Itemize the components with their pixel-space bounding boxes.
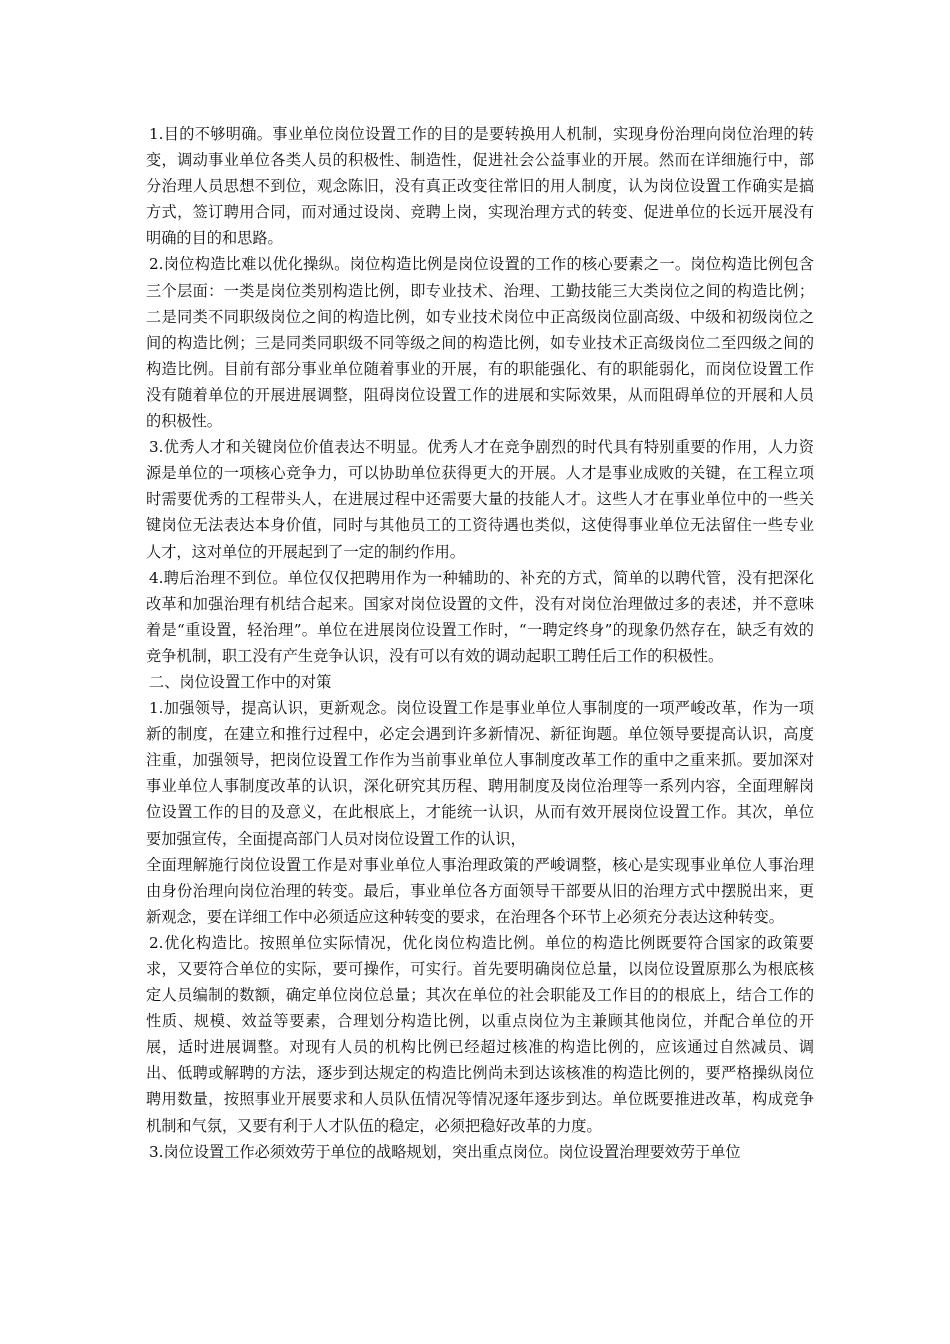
paragraph-countermeasure-1-continued: 全面理解施行岗位设置工作是对事业单位人事治理政策的严峻调整，核心是实现事业单位人事治理由身份治理向岗位治理的转变。最后，事业单位各方面领导干部要从旧的治理方式中摆脱出来，更新观念，要在详细工作中必须适应这种转变的要求，在治理各个环节上必须充分表达这种转变。 — [146, 855, 814, 926]
section-heading-countermeasures: 二、岗位设置工作中的对策 — [149, 672, 332, 691]
paragraph-problem-3: 3.优秀人才和关键岗位价值表达不明显。优秀人才在竞争剧烈的时代具有特别重要的作用，人力资源是单位的一项核心竞争力，可以协助单位获得更大的开展。人才是事业成败的关键，在工程立项时需要优秀的工程带头人，在进展过程中还需要大量的技能人才。这些人才在事业单位中的一些关键岗位无法表达本身价值，同时与其他员工的工资待遇也类似，这使得事业单位无法留住一些专业人才，这对单位的开展起到了一定的制约作用。 — [146, 438, 814, 561]
paragraph-countermeasure-3: 3.岗位设置工作必须效劳于单位的战略规划，突出重点岗位。岗位设置治理要效劳于单位 — [149, 1142, 741, 1161]
paragraph-countermeasure-1: 1.加强领导，提高认识，更新观念。岗位设置工作是事业单位人事制度的一项严峻改革，作为一项新的制度，在建立和推行过程中，必定会遇到许多新情况、新征询题。单位领导要提高认识，高度注重，加强领导，把岗位设置工作作为当前事业单位人事制度改革工作的重中之重来抓。要加深对事业单位人事制度改革的认识，深化研究其历程、聘用制度及岗位治理等一系列内容，全面理解岗位设置工作的目的及意义，在此根底上，才能统一认识，从而有效开展岗位设置工作。其次，单位要加强宣传，全面提高部门人员对岗位设置工作的认识， — [146, 699, 814, 848]
paragraph-countermeasure-2: 2.优化构造比。按照单位实际情况，优化岗位构造比例。单位的构造比例既要符合国家的政策要求，又要符合单位的实际，要可操作，可实行。首先要明确岗位总量，以岗位设置原那么为根底核定人员编制的数额，确定单位岗位总量；其次在单位的社会职能及工作目的的根底上，结合工作的性质、规模、效益等要素，合理划分构造比例，以重点岗位为主兼顾其他岗位，并配合单位的开展，适时进展调整。对现有人员的机构比例已经超过核准的构造比例的，应该通过自然减员、调出、低聘或解聘的方法，逐步到达规定的构造比例尚未到达该核准的构造比例的，要严格操纵岗位聘用数量，按照事业开展要求和人员队伍情况等情况逐年逐步到达。单位既要推进改革，构成竞争机制和气氛，又要有利于人才队伍的稳定，必须把稳好改革的力度。 — [146, 933, 814, 1135]
paragraph-problem-1: 1.目的不够明确。事业单位岗位设置工作的目的是要转换用人机制，实现身份治理向岗位治理的转变，调动事业单位各类人员的积极性、制造性，促进社会公益事业的开展。然而在详细施行中，部分治理人员思想不到位，观念陈旧，没有真正改变往常旧的用人制度，认为岗位设置工作确实是搞方式，签订聘用合同，而对通过设岗、竞聘上岗，实现治理方式的转变、促进单位的长远开展没有明确的目的和思路。 — [146, 125, 814, 248]
document-body — [146, 121, 814, 1165]
paragraph-problem-4: 4.聘后治理不到位。单位仅仅把聘用作为一种辅助的、补充的方式，简单的以聘代管，没有把深化改革和加强治理有机结合起来。国家对岗位设置的文件，没有对岗位治理做过多的表述，并不意味着是“重设置，轻治理”。单位在进展岗位设置工作时，“一聘定终身”的现象仍然存在，缺乏有效的竞争机制，职工没有产生竞争认识，没有可以有效的调动起职工聘任后工作的积极性。 — [146, 568, 814, 665]
paragraph-problem-2: 2.岗位构造比难以优化操纵。岗位构造比例是岗位设置的工作的核心要素之一。岗位构造比例包含三个层面：一类是岗位类别构造比例，即专业技术、治理、工勤技能三大类岗位之间的构造比例；二是同类不同职级岗位之间的构造比例，如专业技术岗位中正高级岗位副高级、中级和初级岗位之间的构造比例；三是同类同职级不同等级之间的构造比例，如专业技术正高级岗位二至四级之间的构造比例。目前有部分事业单位随着事业的开展，有的职能强化、有的职能弱化，而岗位设置工作没有随着单位的开展进展调整，阻碍岗位设置工作的进展和实际效果，从而阻碍单位的开展和人员的积极性。 — [146, 255, 814, 431]
